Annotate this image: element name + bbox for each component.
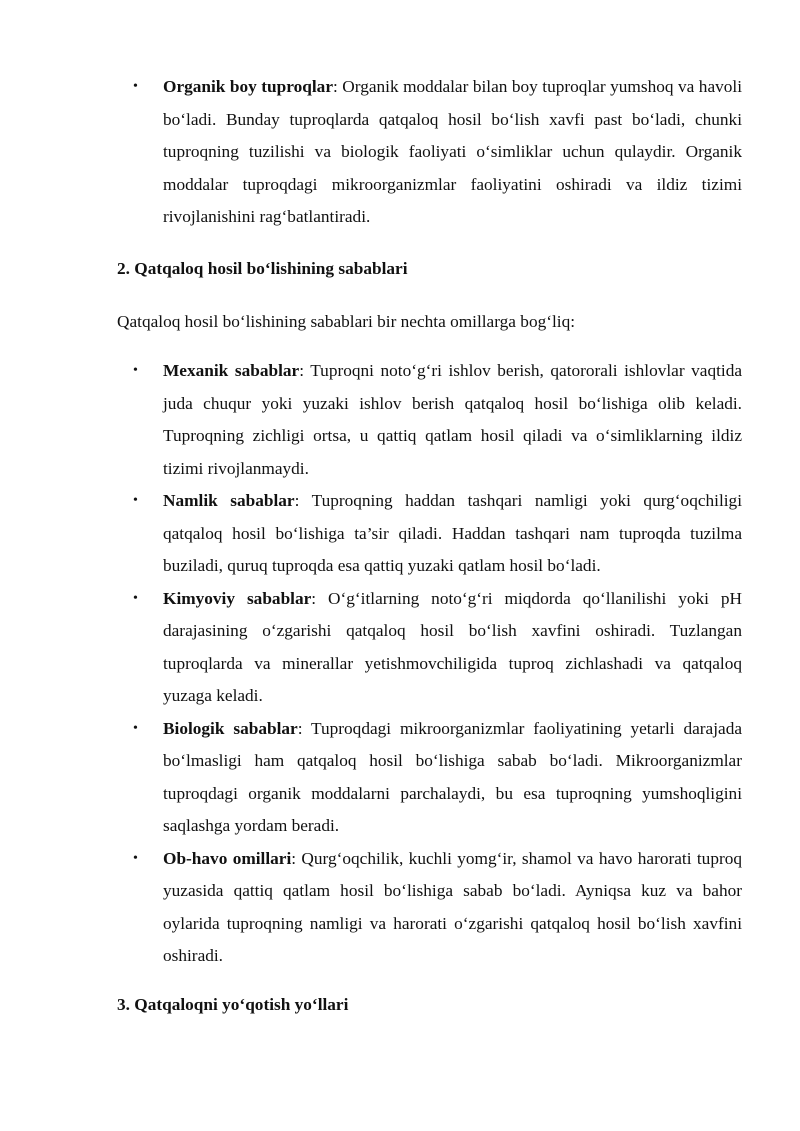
list-item-text (163, 485, 742, 583)
bullet-icon: • (133, 363, 138, 378)
bullet-icon: • (133, 493, 138, 508)
section-intro-paragraph: Qatqaloq hosil bo‘lishining sabablari bir nechta omillarga bog‘liq: (117, 312, 576, 331)
list-item-term: Mexanik sabablar (163, 361, 300, 380)
list-item-text (163, 71, 742, 234)
list-item-body: : Organik moddalar bilan boy tuproqlar yumshoq va havoli bo‘ladi. Bunday tuproqlarda qatqaloq hosil bo‘lish xavfi past bo‘ladi, chunki tuproqning tuzilishi va biologik faoliyati o‘simliklar uchun qulaydir. Organik moddalar tuproqdagi mikroorganizmlar faoliyatini oshiradi va ildiz tizimi rivojlanishini rag‘batlantiradi. (163, 77, 742, 226)
list-item-text (163, 843, 742, 973)
causes-list (0, 355, 800, 973)
list-item-text (163, 583, 742, 713)
list-item-body: : Tuproqning haddan tashqari namligi yoki qurg‘oqchiligi qatqaloq hosil bo‘lishiga ta’sir qiladi. Haddan tashqari nam tuproqda tuzilma buziladi, quruq tuproqda esa qattiq yuzaki qatlam hosil bo‘ladi. (163, 491, 742, 575)
list-item-term: Biologik sabablar (163, 718, 298, 738)
section-heading: 3. Qatqaloqni yo‘qotish yo‘llari (117, 995, 349, 1014)
list-item-body: : Tuproqni noto‘g‘ri ishlov berish, qatororali ishlovlar vaqtida juda chuqur yoki yuzaki ishlov berish qatqaloq hosil bo‘lishiga olib keladi. Tuproqning zichligi ortsa, u qattiq qatlam hosil qiladi va o‘simliklarning ildiz tizimi rivojlanmaydi. (163, 361, 743, 478)
list-item (0, 71, 742, 234)
list-item (0, 843, 742, 973)
section-heading: 2. Qatqaloq hosil bo‘lishining sabablari (117, 259, 408, 278)
list-item-body: : Qurg‘oqchilik, kuchli yomg‘ir, shamol va havo harorati tuproq yuzasida qattiq qatlam hosil bo‘lishiga sabab bo‘ladi. Ayniqsa kuz va bahor oylarida tuproqning namligi va harorati o‘zgarishi qatqaloq hosil bo‘lish xavfini oshiradi. (163, 848, 742, 965)
bullet-icon: • (133, 720, 138, 736)
list-item-term: Ob-havo omillari (163, 848, 292, 868)
list-item (0, 355, 742, 485)
list-item (0, 485, 742, 583)
list-item-term: Organik boy tuproqlar (163, 77, 333, 96)
bullet-icon: • (133, 79, 138, 94)
list-item-body: : Tuproqdagi mikroorganizmlar faoliyatining yetarli darajada bo‘lmasligi ham qatqaloq hosil bo‘lishiga sabab bo‘ladi. Mikroorganizmlar tuproqdagi organik moddalarni parchalaydi, bu esa tuproqning yumshoqligini saqlashga yordam beradi. (163, 718, 742, 835)
bullet-icon: • (133, 590, 138, 606)
bullet-icon: • (133, 850, 138, 866)
list-item-text (163, 713, 742, 843)
list-item (0, 713, 742, 843)
list-item-text (163, 355, 742, 485)
list-item-term: Namlik sabablar (163, 491, 295, 510)
intro-list (0, 71, 800, 234)
list-item (0, 583, 742, 713)
list-item-term: Kimyoviy sabablar (163, 588, 312, 608)
list-item-body: : O‘g‘itlarning noto‘g‘ri miqdorda qo‘llanilishi yoki pH darajasining o‘zgarishi qatqaloq hosil bo‘lish xavfini oshiradi. Tuzlangan tuproqlarda va minerallar yetishmovchiligida tuproq zichlashadi va qatqaloq yuzaga keladi. (163, 588, 742, 705)
